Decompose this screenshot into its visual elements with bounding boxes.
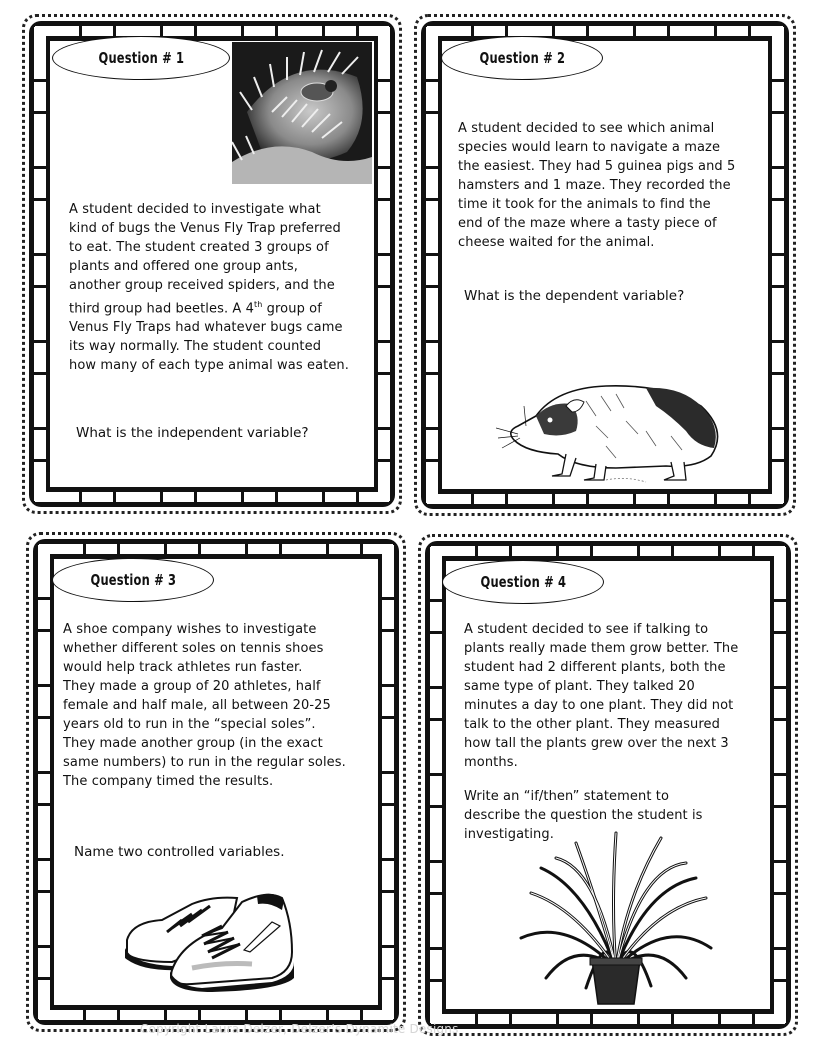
question-card-3 [26,532,406,1032]
tennis-shoes-illustration [122,882,302,992]
question-title-oval [52,36,230,80]
question-paragraph: A student decided to see if talking to plants really made them grow better. The student had 2 different plants, both the same type of plant. They talked 20 minutes a day to one plant. They did not talk to the other plant. They measured how tall the plants grew over the next 3 months. [464,622,739,770]
potted-spider-plant-illustration [516,828,716,1008]
guinea-pig-illustration [496,376,726,486]
question-paragraph: A shoe company wishes to investigate whether different soles on tennis shoes would help track athletes run faster. They made a group of 20 athletes, half female and half male, all between 20-25 years old to run in the “special soles”. They made another group (in the exact same numbers) to run in the regular soles. The company timed the results. [63,622,346,789]
question-card-2 [414,14,796,516]
question-prompt: Write an “if/then” statement to describe the question the student is investigating. [464,789,703,842]
question-paragraph: A student decided to investigate what kind of bugs the Venus Fly Trap preferred to eat. The student created 3 groups of plants and offered one group ants, another group received spiders, and the third group had beetles. A 4th group of Venus Fly Traps had whatever bugs came its way normally. The student counted how many of each type animal was eaten. [69,202,349,374]
copyright-notice: Copyright Laura Delzer, Delzer’s Dynamite Designs [140,1022,459,1036]
question-title: Question # 2 [479,49,565,67]
question-card-1 [22,14,402,514]
question-title: Question # 3 [90,571,176,589]
question-title-oval [441,36,603,80]
question-prompt: What is the independent variable? [76,425,309,441]
question-title-oval [52,558,214,602]
question-prompt: Name two controlled variables. [74,844,285,860]
question-paragraph: A student decided to see which animal species would learn to navigate a maze the easiest. They had 5 guinea pigs and 5 hamsters and 1 maze. They recorded the time it took for the animals to find the end of the maze where a tasty piece of cheese waited for the animal. [458,121,736,250]
question-card-4 [418,534,798,1036]
question-title: Question # 1 [98,49,184,67]
venus-fly-trap-photo [232,42,372,184]
question-title-oval [442,560,604,604]
question-prompt: What is the dependent variable? [464,288,685,304]
question-title: Question # 4 [480,573,566,591]
